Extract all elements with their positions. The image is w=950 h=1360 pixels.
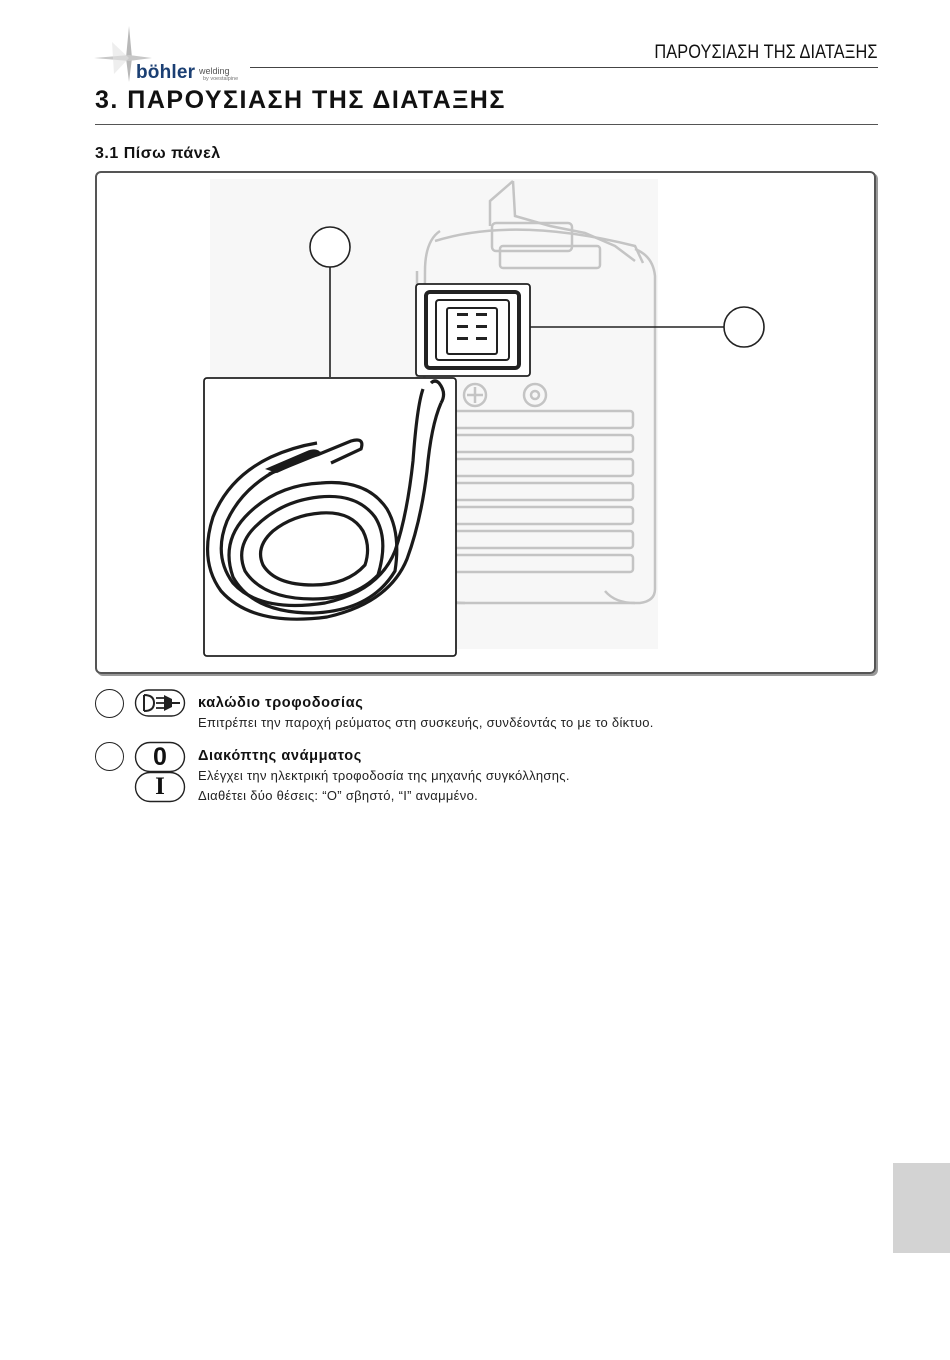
section-title: 3.1 Πίσω πάνελ: [95, 145, 221, 162]
legend-1-marker: [95, 689, 124, 718]
rear-panel-illustration: [95, 171, 878, 676]
logo-wordmark: böhler: [136, 62, 196, 83]
power-plug-icon: [134, 686, 186, 720]
logo-tagline: by voestalpine: [203, 76, 239, 82]
running-header: ΠΑΡΟΥΣΙΑΣΗ ΤΗΣ ΔΙΑΤΑΞΗΣ: [654, 42, 878, 63]
callout-1-marker: [310, 227, 350, 267]
legend-2-marker: [95, 742, 124, 771]
power-cable-detail: [204, 378, 456, 656]
switch-off-label: 0: [153, 743, 167, 771]
title-divider: [95, 124, 878, 125]
legend-2-title: Διακόπτης ανάμματος: [198, 748, 362, 764]
callout-2-marker: [724, 307, 764, 347]
chapter-thumb-tab: [893, 1163, 950, 1253]
logo-subword: welding: [199, 66, 230, 76]
legend-1-title: καλώδιο τροφοδοσίας: [198, 695, 364, 711]
power-switch-detail: [416, 284, 530, 376]
chapter-title: 3. ΠΑΡΟΥΣΙΑΣΗ ΤΗΣ ΔΙΑΤΑΞΗΣ: [95, 86, 506, 114]
legend-2-description-line-1: Ελέγχει την ηλεκτρική τροφοδοσία της μηχανής συγκόλλησης.: [198, 768, 570, 783]
header-divider: [250, 67, 878, 68]
switch-on-label: I: [155, 773, 165, 800]
legend-2-description-line-2: Διαθέτει δύο θέσεις: “O” σβηστό, “I” αναμμένο.: [198, 788, 479, 803]
legend-1-description: Επιτρέπει την παροχή ρεύματος στη συσκευής, συνδέοντάς το με το δίκτυο.: [198, 715, 654, 730]
on-off-switch-icon: [134, 741, 186, 803]
